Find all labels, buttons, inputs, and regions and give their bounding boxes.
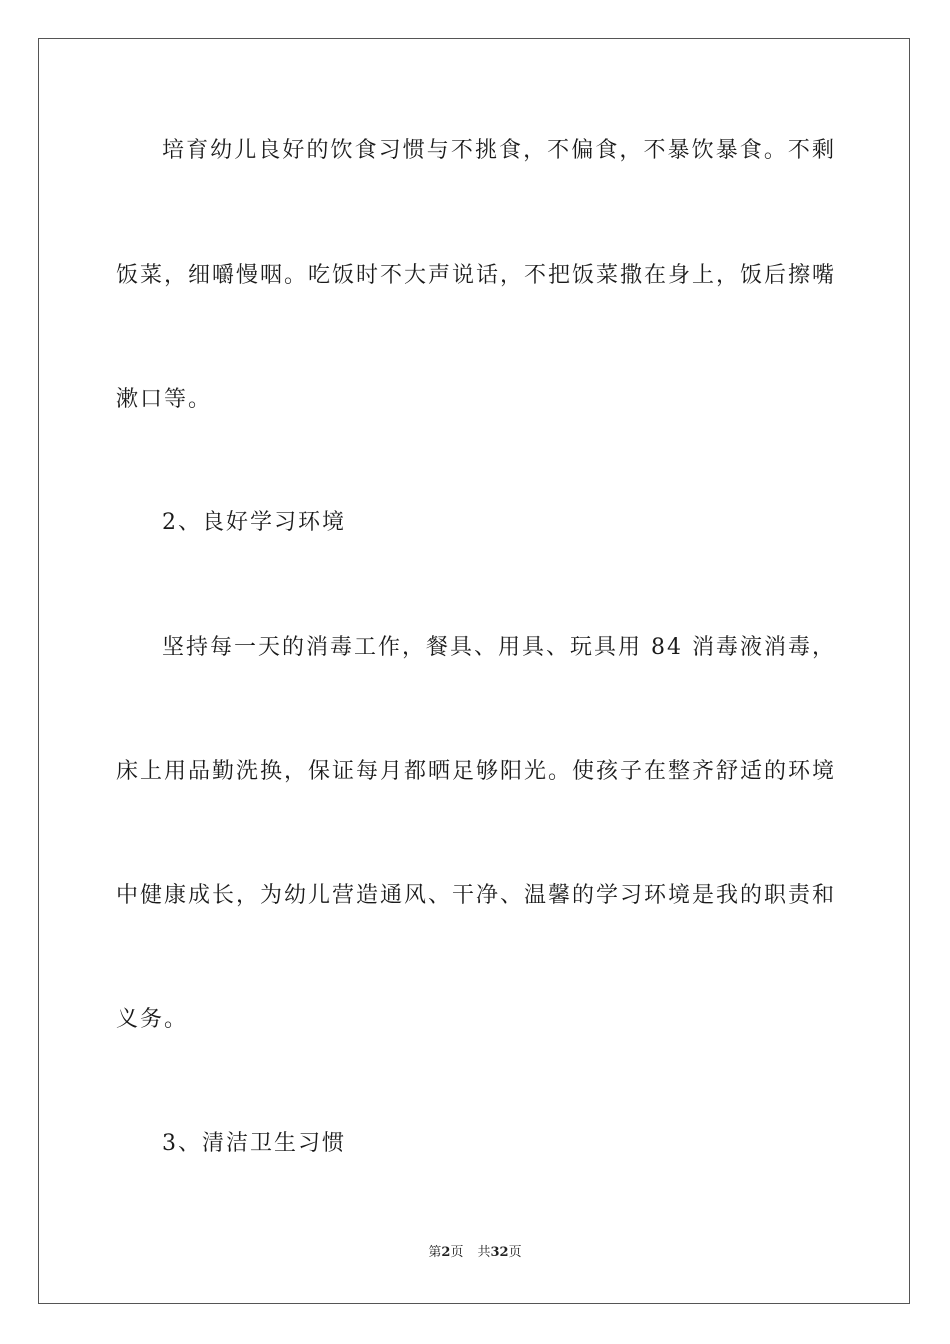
footer-page-number: 2: [441, 1245, 451, 1260]
paragraph-2-line-1-text: 坚持每一天的消毒工作，餐具、用具、玩具用 84 消毒液消毒，: [162, 635, 836, 660]
page-footer: [0, 1244, 950, 1262]
paragraph-2-line-4: 义务。: [116, 1007, 189, 1032]
paragraph-2-line-2: [116, 757, 836, 787]
paragraph-1-line-1: [162, 136, 836, 166]
footer-page-prefix: 第: [428, 1245, 442, 1260]
paragraph-2-line-3: [116, 881, 836, 911]
paragraph-1-line-1-text: 培育幼儿良好的饮食习惯与不挑食，不偏食，不暴饮暴食。不剩: [162, 138, 836, 163]
page-border: [38, 38, 910, 1304]
paragraph-1-line-2-text: 饭菜，细嚼慢咽。吃饭时不大声说话，不把饭菜撒在身上，饭后擦嘴: [116, 263, 837, 288]
paragraph-2-line-3-text: 中健康成长，为幼儿营造通风、干净、温馨的学习环境是我的职责和: [116, 883, 837, 908]
footer-total-suffix: 页: [508, 1245, 522, 1260]
footer-page-suffix: 页: [450, 1245, 464, 1260]
paragraph-2-line-2-text: 床上用品勤洗换，保证每月都晒足够阳光。使孩子在整齐舒适的环境: [116, 759, 837, 784]
paragraph-1-line-3: 漱口等。: [116, 387, 213, 412]
footer-total-number: 32: [490, 1245, 509, 1260]
paragraph-2-line-1: [162, 633, 836, 663]
section-heading-2: 2、良好学习环境: [162, 510, 346, 535]
footer-total-prefix: 共: [477, 1245, 491, 1260]
paragraph-1-line-2: [116, 261, 836, 291]
section-heading-3: 3、清洁卫生习惯: [162, 1131, 346, 1156]
